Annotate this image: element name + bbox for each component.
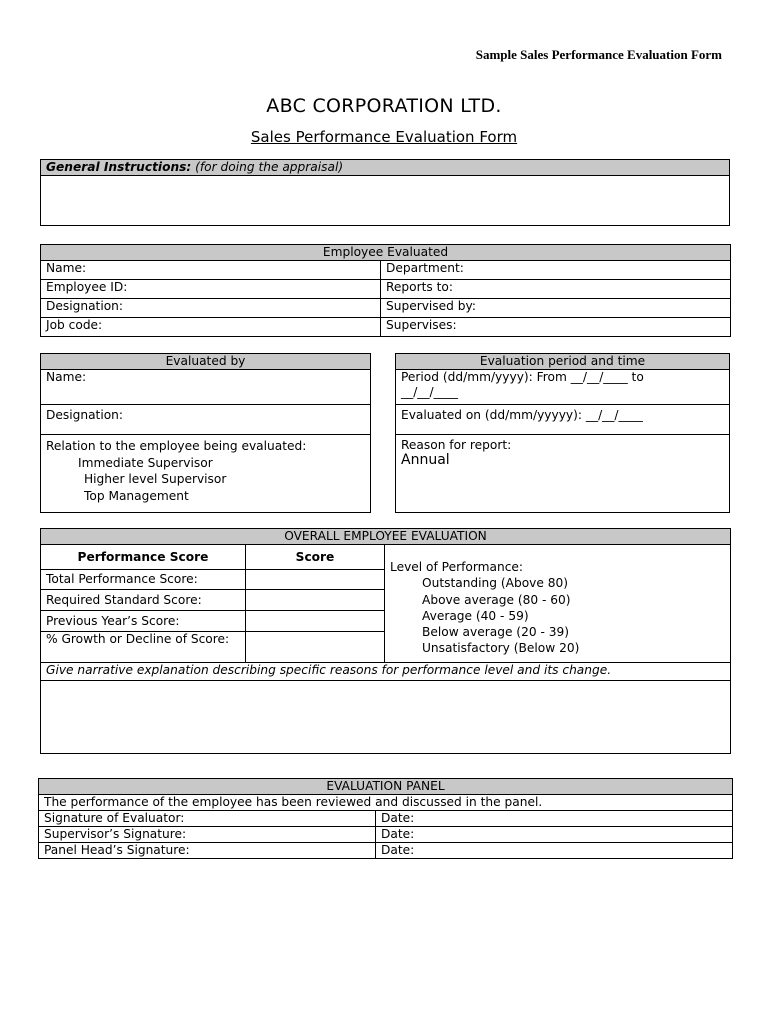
evaluator-name-field[interactable]: Name: <box>41 370 371 405</box>
company-name: ABC CORPORATION LTD. <box>266 95 502 117</box>
relation-option-higher[interactable]: Higher level Supervisor <box>84 472 227 486</box>
panel-head-date-field[interactable]: Date: <box>376 843 733 859</box>
general-instructions-label: General Instructions: <box>46 160 192 174</box>
employee-evaluated-header: Employee Evaluated <box>41 245 731 261</box>
evaluation-period-header: Evaluation period and time <box>396 354 730 370</box>
narrative-instruction: Give narrative explanation describing specific reasons for performance level and its change. <box>41 663 731 681</box>
level-label: Level of Performance: <box>390 560 524 574</box>
supervisor-signature-field[interactable]: Supervisor’s Signature: <box>39 827 376 843</box>
level-item: Above average (80 - 60) <box>422 592 571 607</box>
level-of-performance <box>385 545 731 663</box>
designation-field[interactable]: Designation: <box>41 299 381 318</box>
relation-label: Relation to the employee being evaluated: <box>46 439 307 453</box>
growth-score-field[interactable] <box>246 632 385 663</box>
period-line1: Period (dd/mm/yyyy): From __/__/____ to <box>401 370 644 384</box>
employee-evaluated-table <box>40 244 731 337</box>
job-code-field[interactable]: Job code: <box>41 318 381 337</box>
evaluation-period-table <box>395 353 730 513</box>
form-title: Sales Performance Evaluation Form <box>250 128 518 146</box>
general-instructions-field[interactable] <box>41 176 730 226</box>
overall-evaluation-header: OVERALL EMPLOYEE EVALUATION <box>41 529 731 545</box>
level-item: Unsatisfactory (Below 20) <box>422 641 580 656</box>
reason-label: Reason for report: <box>401 438 512 452</box>
required-score-field[interactable] <box>246 590 385 611</box>
previous-score-field[interactable] <box>246 611 385 632</box>
evaluator-signature-field[interactable]: Signature of Evaluator: <box>39 811 376 827</box>
employee-id-field[interactable]: Employee ID: <box>41 280 381 299</box>
evaluated-on-field[interactable]: Evaluated on (dd/mm/yyyyy): __/__/____ <box>396 405 730 435</box>
supervised-by-field[interactable]: Supervised by: <box>381 299 731 318</box>
sample-form-heading: Sample Sales Performance Evaluation Form <box>475 47 722 62</box>
overall-evaluation-table <box>40 528 731 754</box>
supervisor-date-field[interactable]: Date: <box>376 827 733 843</box>
general-instructions-note: (for doing the appraisal) <box>191 160 344 174</box>
level-item: Average (40 - 59) <box>422 608 529 623</box>
performance-score-header: Performance Score <box>41 545 246 570</box>
period-line2: __/__/____ <box>401 385 458 399</box>
level-item: Outstanding (Above 80) <box>422 576 569 591</box>
evaluation-panel-table <box>38 778 733 859</box>
supervises-field[interactable]: Supervises: <box>381 318 731 337</box>
reason-field[interactable] <box>396 435 730 513</box>
evaluated-by-table <box>40 353 371 513</box>
evaluator-designation-field[interactable]: Designation: <box>41 405 371 435</box>
growth-score-label: % Growth or Decline of Score: <box>41 632 246 663</box>
evaluated-by-header: Evaluated by <box>41 354 371 370</box>
period-field[interactable] <box>396 370 730 405</box>
total-score-field[interactable] <box>246 570 385 590</box>
evaluation-panel-header: EVALUATION PANEL <box>39 779 733 795</box>
level-item: Below average (20 - 39) <box>422 625 569 640</box>
panel-note: The performance of the employee has been reviewed and discussed in the panel. <box>39 795 733 811</box>
relation-option-immediate[interactable]: Immediate Supervisor <box>78 455 213 470</box>
department-field[interactable]: Department: <box>381 261 731 280</box>
narrative-field[interactable] <box>41 681 731 754</box>
required-score-label: Required Standard Score: <box>41 590 246 611</box>
reports-to-field[interactable]: Reports to: <box>381 280 731 299</box>
previous-score-label: Previous Year’s Score: <box>41 611 246 632</box>
evaluator-date-field[interactable]: Date: <box>376 811 733 827</box>
total-score-label: Total Performance Score: <box>41 570 246 590</box>
general-instructions-table <box>40 159 730 226</box>
panel-head-signature-field[interactable]: Panel Head’s Signature: <box>39 843 376 859</box>
reason-value: Annual <box>401 452 450 468</box>
score-header: Score <box>246 545 385 570</box>
relation-option-top[interactable]: Top Management <box>84 488 189 503</box>
employee-name-field[interactable]: Name: <box>41 261 381 280</box>
